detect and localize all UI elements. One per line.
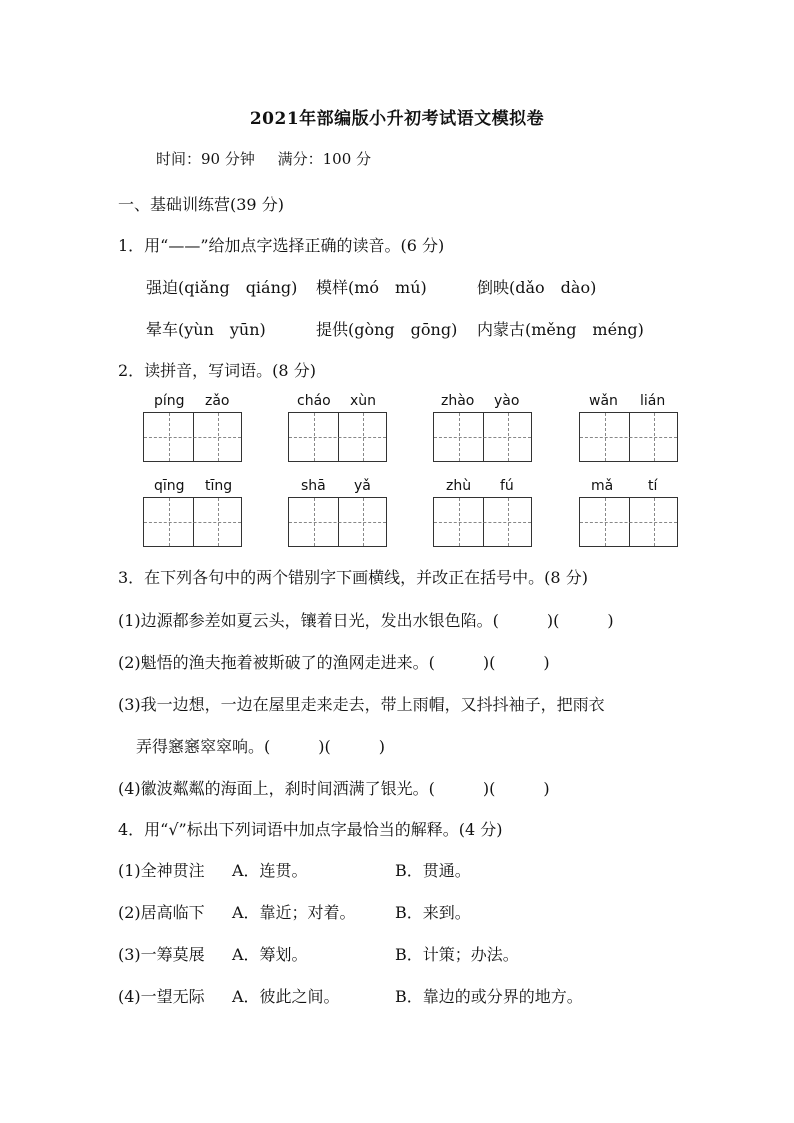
pinyin-label: qīng bbox=[154, 478, 185, 494]
q1-option: 强迫(qiǎng qiáng) bbox=[146, 278, 298, 297]
q1-option: 内蒙古(měng méng) bbox=[477, 320, 644, 339]
pinyin-label: cháo bbox=[297, 393, 331, 409]
writing-grid[interactable] bbox=[433, 497, 532, 547]
q3-item: (2)魁悟的渔夫拖着被斯破了的渔网走进来。( )( ) bbox=[118, 653, 550, 672]
q4-heading: 4．用“√”标出下列词语中加点字最恰当的解释。(4 分) bbox=[118, 820, 503, 839]
pinyin-label: wǎn bbox=[589, 393, 618, 409]
pinyin-label: yào bbox=[494, 393, 520, 409]
q4-word: (1)全神贯注 bbox=[118, 861, 205, 880]
pinyin-label: lián bbox=[640, 393, 666, 409]
q4-option-b: B．来到。 bbox=[395, 903, 471, 922]
q3-item: (4)徽波粼粼的海面上，刹时间洒满了银光。( )( ) bbox=[118, 779, 550, 798]
q3-item: (3)我一边想，一边在屋里走来走去，带上雨帽，又抖抖袖子，把雨衣 bbox=[118, 695, 605, 714]
exam-time: 时间：90 分钟 bbox=[156, 150, 255, 168]
q1-option: 模样(mó mú) bbox=[316, 278, 427, 297]
pinyin-label: píng bbox=[154, 393, 185, 409]
writing-grid[interactable] bbox=[288, 412, 387, 462]
exam-score: 满分：100 分 bbox=[277, 150, 372, 168]
q4-option-b: B．计策；办法。 bbox=[395, 945, 519, 964]
section-heading: 一、基础训练营(39 分) bbox=[118, 195, 284, 214]
q1-option: 倒映(dǎo dào) bbox=[477, 278, 597, 297]
q3-item: 弄得窸窸窣窣响。( )( ) bbox=[136, 737, 385, 756]
pinyin-label: tí bbox=[648, 478, 658, 494]
pinyin-label: yǎ bbox=[354, 478, 371, 494]
q4-option-b: B．靠边的或分界的地方。 bbox=[395, 987, 583, 1006]
writing-grid[interactable] bbox=[579, 497, 678, 547]
q3-heading: 3．在下列各句中的两个错别字下画横线，并改正在括号中。(8 分) bbox=[118, 568, 588, 587]
pinyin-label: shā bbox=[301, 478, 326, 494]
q2-heading: 2．读拼音，写词语。(8 分) bbox=[118, 361, 316, 380]
q4-option-a: A．连贯。 bbox=[232, 861, 308, 880]
q4-option-b: B．贯通。 bbox=[395, 861, 471, 880]
pinyin-label: tīng bbox=[205, 478, 233, 494]
q4-word: (2)居高临下 bbox=[118, 903, 205, 922]
writing-grid[interactable] bbox=[433, 412, 532, 462]
q1-option: 晕车(yùn yūn) bbox=[146, 320, 266, 339]
q4-option-a: A．筹划。 bbox=[232, 945, 308, 964]
writing-grid[interactable] bbox=[143, 497, 242, 547]
pinyin-label: mǎ bbox=[591, 478, 614, 494]
q3-item: (1)边源都参差如夏云头，镶着日光，发出水银色陷。( )( ) bbox=[118, 611, 614, 630]
writing-grid[interactable] bbox=[143, 412, 242, 462]
q4-word: (4)一望无际 bbox=[118, 987, 205, 1006]
pinyin-label: zhù bbox=[446, 478, 472, 494]
pinyin-label: zhào bbox=[441, 393, 475, 409]
exam-meta bbox=[156, 148, 371, 169]
pinyin-label: xùn bbox=[350, 393, 377, 409]
pinyin-label: fú bbox=[500, 478, 514, 494]
writing-grid[interactable] bbox=[579, 412, 678, 462]
page-title: 2021年部编版小升初考试语文模拟卷 bbox=[249, 109, 545, 129]
q4-option-a: A．彼此之间。 bbox=[232, 987, 340, 1006]
writing-grid[interactable] bbox=[288, 497, 387, 547]
q4-option-a: A．靠近；对着。 bbox=[232, 903, 356, 922]
pinyin-label: zǎo bbox=[205, 393, 230, 409]
q1-option: 提供(gòng gōng) bbox=[316, 320, 458, 339]
q4-word: (3)一筹莫展 bbox=[118, 945, 205, 964]
q1-heading: 1．用“——”给加点字选择正确的读音。(6 分) bbox=[118, 236, 445, 255]
